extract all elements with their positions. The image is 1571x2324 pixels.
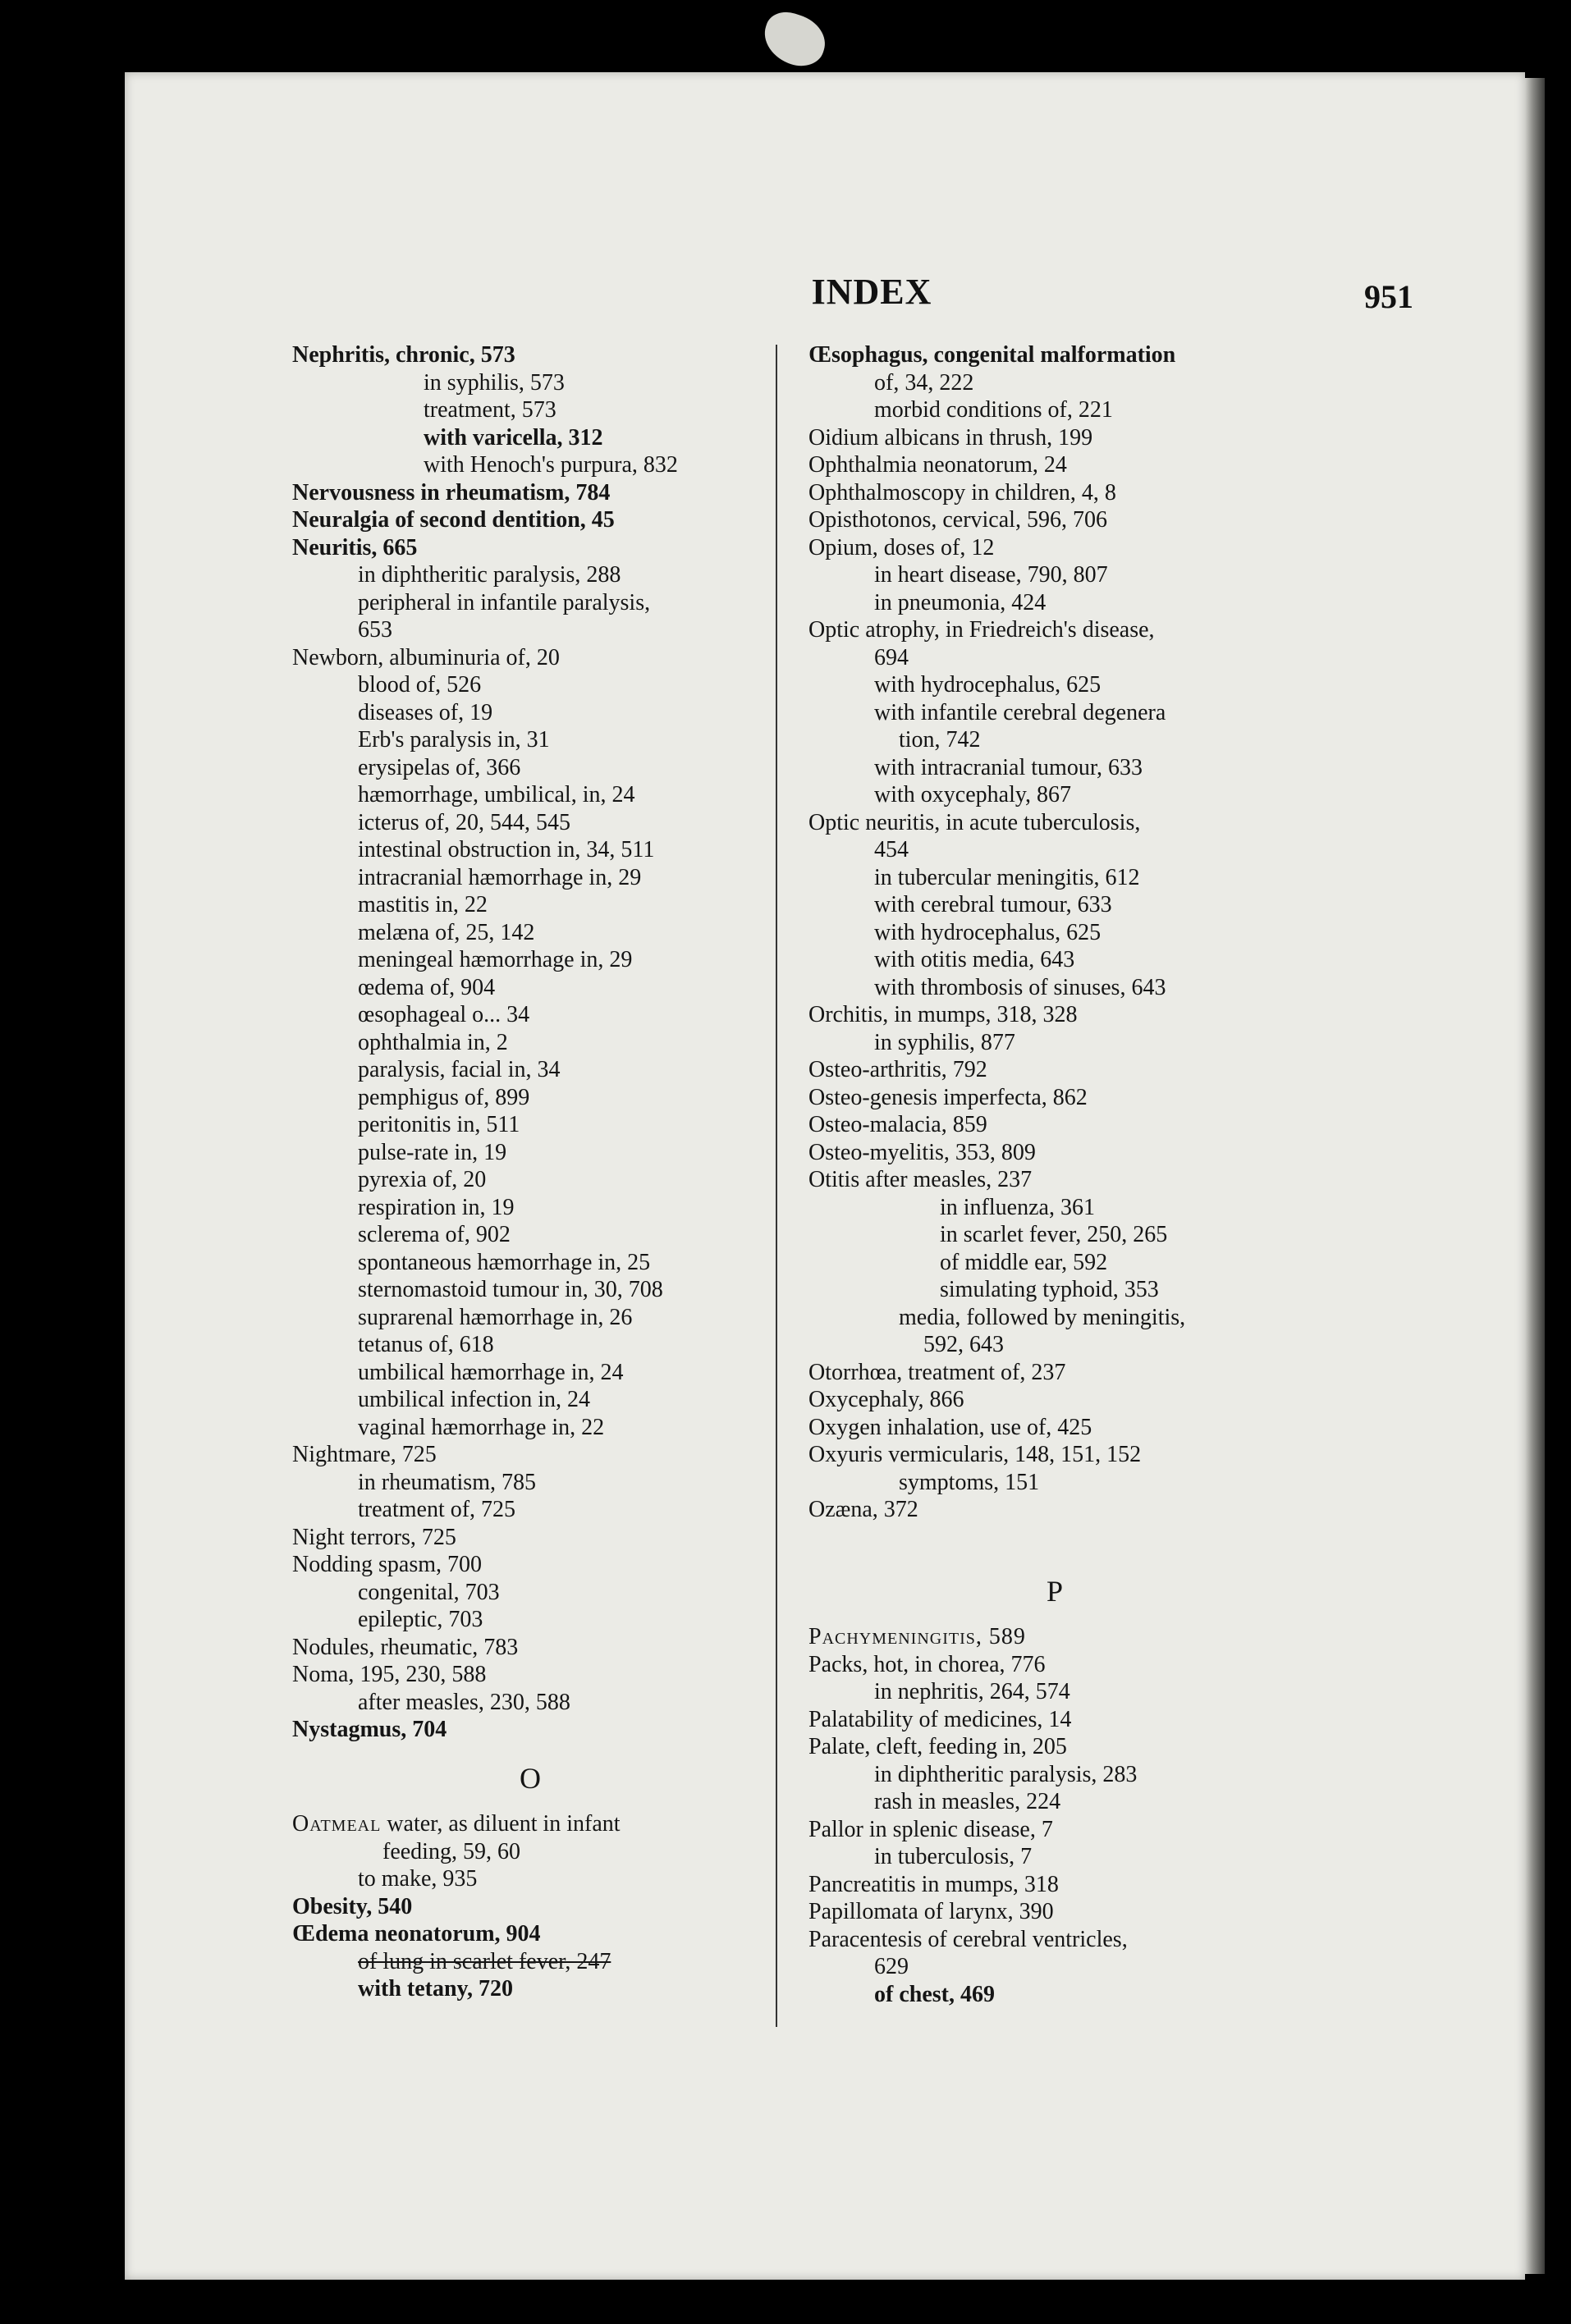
index-entry: Nervousness in rheumatism, 784: [292, 479, 611, 506]
index-entry: with hydrocephalus, 625: [874, 919, 1102, 945]
index-entry: vaginal hæmorrhage in, 22: [358, 1414, 605, 1440]
index-entry: Paracentesis of cerebral ventricles,: [808, 1926, 1128, 1952]
index-entry: morbid conditions of, 221: [874, 397, 1113, 423]
page-number: 951: [1364, 278, 1413, 315]
index-entry: with tetany, 720: [358, 1976, 513, 2001]
index-entry: in diphtheritic paralysis, 288: [358, 562, 621, 588]
index-entry: Neuritis, 665: [292, 534, 418, 560]
index-entry: with Henoch's purpura, 832: [424, 452, 678, 478]
index-entry: with otitis media, 643: [874, 947, 1075, 972]
index-entry: blood of, 526: [358, 672, 482, 698]
entry-headword: Oatmeal: [292, 1811, 382, 1837]
index-entry: paralysis, facial in, 34: [358, 1057, 561, 1082]
index-entry: in nephritis, 264, 574: [874, 1679, 1070, 1704]
index-entry: umbilical infection in, 24: [358, 1387, 591, 1412]
index-entry: Erb's paralysis in, 31: [358, 727, 550, 753]
index-entry: Opium, doses of, 12: [808, 534, 995, 560]
index-column-left: [292, 341, 768, 2003]
index-entry: Osteo-myelitis, 353, 809: [808, 1139, 1036, 1165]
page-edge-shadow: [1525, 78, 1545, 2274]
index-entry: with intracranial tumour, 633: [874, 754, 1143, 780]
index-entry: Night terrors, 725: [292, 1524, 456, 1550]
index-entry: peripheral in infantile paralysis,: [358, 589, 651, 615]
index-entry: congenital, 703: [358, 1579, 500, 1605]
index-entry: Oatmeal water, as diluent in infant: [292, 1811, 621, 1837]
index-entry: 629: [874, 1954, 909, 1979]
index-entry: Pallor in splenic disease, 7: [808, 1816, 1053, 1842]
index-entry: rash in measles, 224: [874, 1789, 1061, 1814]
section-letter: P: [1046, 1574, 1064, 1608]
index-entry: in rheumatism, 785: [358, 1469, 536, 1495]
index-entry: spontaneous hæmorrhage in, 25: [358, 1249, 651, 1275]
index-entry: Obesity, 540: [292, 1893, 413, 1919]
index-entry: Œdema neonatorum, 904: [292, 1921, 541, 1947]
index-entry: in syphilis, 877: [874, 1029, 1015, 1055]
index-entry: Otorrhœa, treatment of, 237: [808, 1359, 1066, 1385]
index-entry: simulating typhoid, 353: [940, 1277, 1159, 1302]
index-entry: in influenza, 361: [940, 1194, 1095, 1220]
index-entry: suprarenal hæmorrhage in, 26: [358, 1304, 633, 1330]
index-entry: with hydrocephalus, 625: [874, 672, 1102, 698]
index-entry: Osteo-arthritis, 792: [808, 1057, 987, 1082]
index-entry: pemphigus of, 899: [358, 1084, 530, 1110]
index-entry: sclerema of, 902: [358, 1222, 511, 1247]
index-entry: Oxyuris vermicularis, 148, 151, 152: [808, 1442, 1142, 1467]
index-entry: Orchitis, in mumps, 318, 328: [808, 1002, 1078, 1027]
index-entry: Palate, cleft, feeding in, 205: [808, 1734, 1067, 1759]
index-entry: treatment of, 725: [358, 1497, 516, 1522]
page-header: [125, 271, 1525, 320]
index-column-right: [808, 341, 1301, 2008]
index-entry: Ophthalmia neonatorum, 24: [808, 452, 1067, 478]
index-entry: Opisthotonos, cervical, 596, 706: [808, 507, 1107, 533]
index-entry: of lung in scarlet fever, 247: [358, 1948, 611, 1974]
index-entry: in diphtheritic paralysis, 283: [874, 1761, 1138, 1787]
index-entry: Œsophagus, congenital malformation: [808, 342, 1176, 368]
index-entry: ophthalmia in, 2: [358, 1029, 508, 1055]
index-entry: in tubercular meningitis, 612: [874, 864, 1140, 890]
index-entry: Osteo-genesis imperfecta, 862: [808, 1084, 1088, 1110]
index-entry: œdema of, 904: [358, 974, 496, 1000]
index-entry: Nightmare, 725: [292, 1442, 437, 1467]
index-entry: 653: [358, 617, 392, 643]
index-entry: sternomastoid tumour in, 30, 708: [358, 1277, 663, 1302]
index-entry: Pancreatitis in mumps, 318: [808, 1871, 1059, 1897]
index-entry: with oxycephaly, 867: [874, 782, 1072, 807]
index-entry: 454: [874, 837, 909, 862]
page-title: INDEX: [811, 272, 932, 312]
index-entry: after measles, 230, 588: [358, 1689, 570, 1715]
index-entry: in tuberculosis, 7: [874, 1844, 1033, 1869]
index-entry: Papillomata of larynx, 390: [808, 1899, 1054, 1924]
index-entry: Ophthalmoscopy in children, 4, 8: [808, 479, 1116, 506]
index-entry: meningeal hæmorrhage in, 29: [358, 947, 633, 972]
index-entry: Oxygen inhalation, use of, 425: [808, 1414, 1092, 1440]
index-entry: to make, 935: [358, 1866, 478, 1892]
index-entry: Neuralgia of second dentition, 45: [292, 507, 615, 533]
index-entry: tetanus of, 618: [358, 1332, 494, 1357]
index-entry: tion, 742: [899, 727, 981, 753]
index-entry: Nodding spasm, 700: [292, 1552, 482, 1577]
index-entry: Optic atrophy, in Friedreich's disease,: [808, 617, 1155, 643]
index-entry: with infantile cerebral degenera: [874, 699, 1166, 725]
index-entry: pyrexia of, 20: [358, 1167, 487, 1192]
index-entry: Osteo-malacia, 859: [808, 1112, 987, 1137]
index-entry: Oxycephaly, 866: [808, 1387, 964, 1412]
index-entry: with varicella, 312: [424, 424, 603, 451]
index-entry: symptoms, 151: [899, 1469, 1040, 1495]
index-entry: diseases of, 19: [358, 699, 493, 725]
index-entry: in syphilis, 573: [424, 369, 565, 396]
index-entry: Optic neuritis, in acute tuberculosis,: [808, 809, 1141, 835]
index-entry: Palatability of medicines, 14: [808, 1706, 1072, 1732]
index-entry: treatment, 573: [424, 397, 556, 423]
index-entry: peritonitis in, 511: [358, 1112, 520, 1137]
index-entry: of, 34, 222: [874, 369, 974, 396]
index-entry: of middle ear, 592: [940, 1249, 1108, 1275]
torn-corner-fragment: [758, 7, 832, 73]
index-entry: umbilical hæmorrhage in, 24: [358, 1359, 624, 1385]
index-entry: respiration in, 19: [358, 1194, 515, 1220]
index-entry: hæmorrhage, umbilical, in, 24: [358, 782, 635, 807]
index-entry: 592, 643: [923, 1332, 1004, 1357]
index-entry: media, followed by meningitis,: [899, 1304, 1186, 1330]
index-entry: Nephritis, chronic, 573: [292, 342, 515, 368]
section-letter: O: [520, 1761, 541, 1795]
index-entry: in pneumonia, 424: [874, 589, 1047, 615]
index-entry: Ozæna, 372: [808, 1497, 918, 1522]
index-entry: of chest, 469: [874, 1981, 995, 2007]
index-entry: with cerebral tumour, 633: [874, 892, 1112, 917]
index-entry: Noma, 195, 230, 588: [292, 1662, 487, 1687]
index-entry: intestinal obstruction in, 34, 511: [358, 837, 655, 862]
index-entry: pulse-rate in, 19: [358, 1139, 507, 1165]
index-entry: Newborn, albuminuria of, 20: [292, 644, 560, 670]
index-entry: epileptic, 703: [358, 1607, 483, 1632]
index-entry: œsophageal o... 34: [358, 1002, 530, 1027]
index-entry: with thrombosis of sinuses, 643: [874, 974, 1166, 1000]
index-entry: Otitis after measles, 237: [808, 1167, 1033, 1192]
index-entry: 694: [874, 644, 909, 670]
column-divider: [776, 345, 777, 2027]
index-entry: feeding, 59, 60: [382, 1838, 520, 1864]
index-entry: intracranial hæmorrhage in, 29: [358, 864, 642, 890]
index-entry: erysipelas of, 366: [358, 754, 521, 780]
index-entry: mastitis in, 22: [358, 892, 488, 917]
index-spacer: [808, 1524, 1301, 1557]
index-entry: melæna of, 25, 142: [358, 919, 535, 945]
index-entry: icterus of, 20, 544, 545: [358, 809, 570, 835]
index-entry: Pachymeningitis, 589: [808, 1624, 1026, 1649]
index-entry: Packs, hot, in chorea, 776: [808, 1651, 1046, 1677]
index-entry: Nodules, rheumatic, 783: [292, 1634, 519, 1660]
index-entry: Nystagmus, 704: [292, 1717, 447, 1742]
index-entry: in heart disease, 790, 807: [874, 562, 1108, 588]
index-entry: Oidium albicans in thrush, 199: [808, 424, 1093, 451]
index-entry: in scarlet fever, 250, 265: [940, 1222, 1168, 1247]
